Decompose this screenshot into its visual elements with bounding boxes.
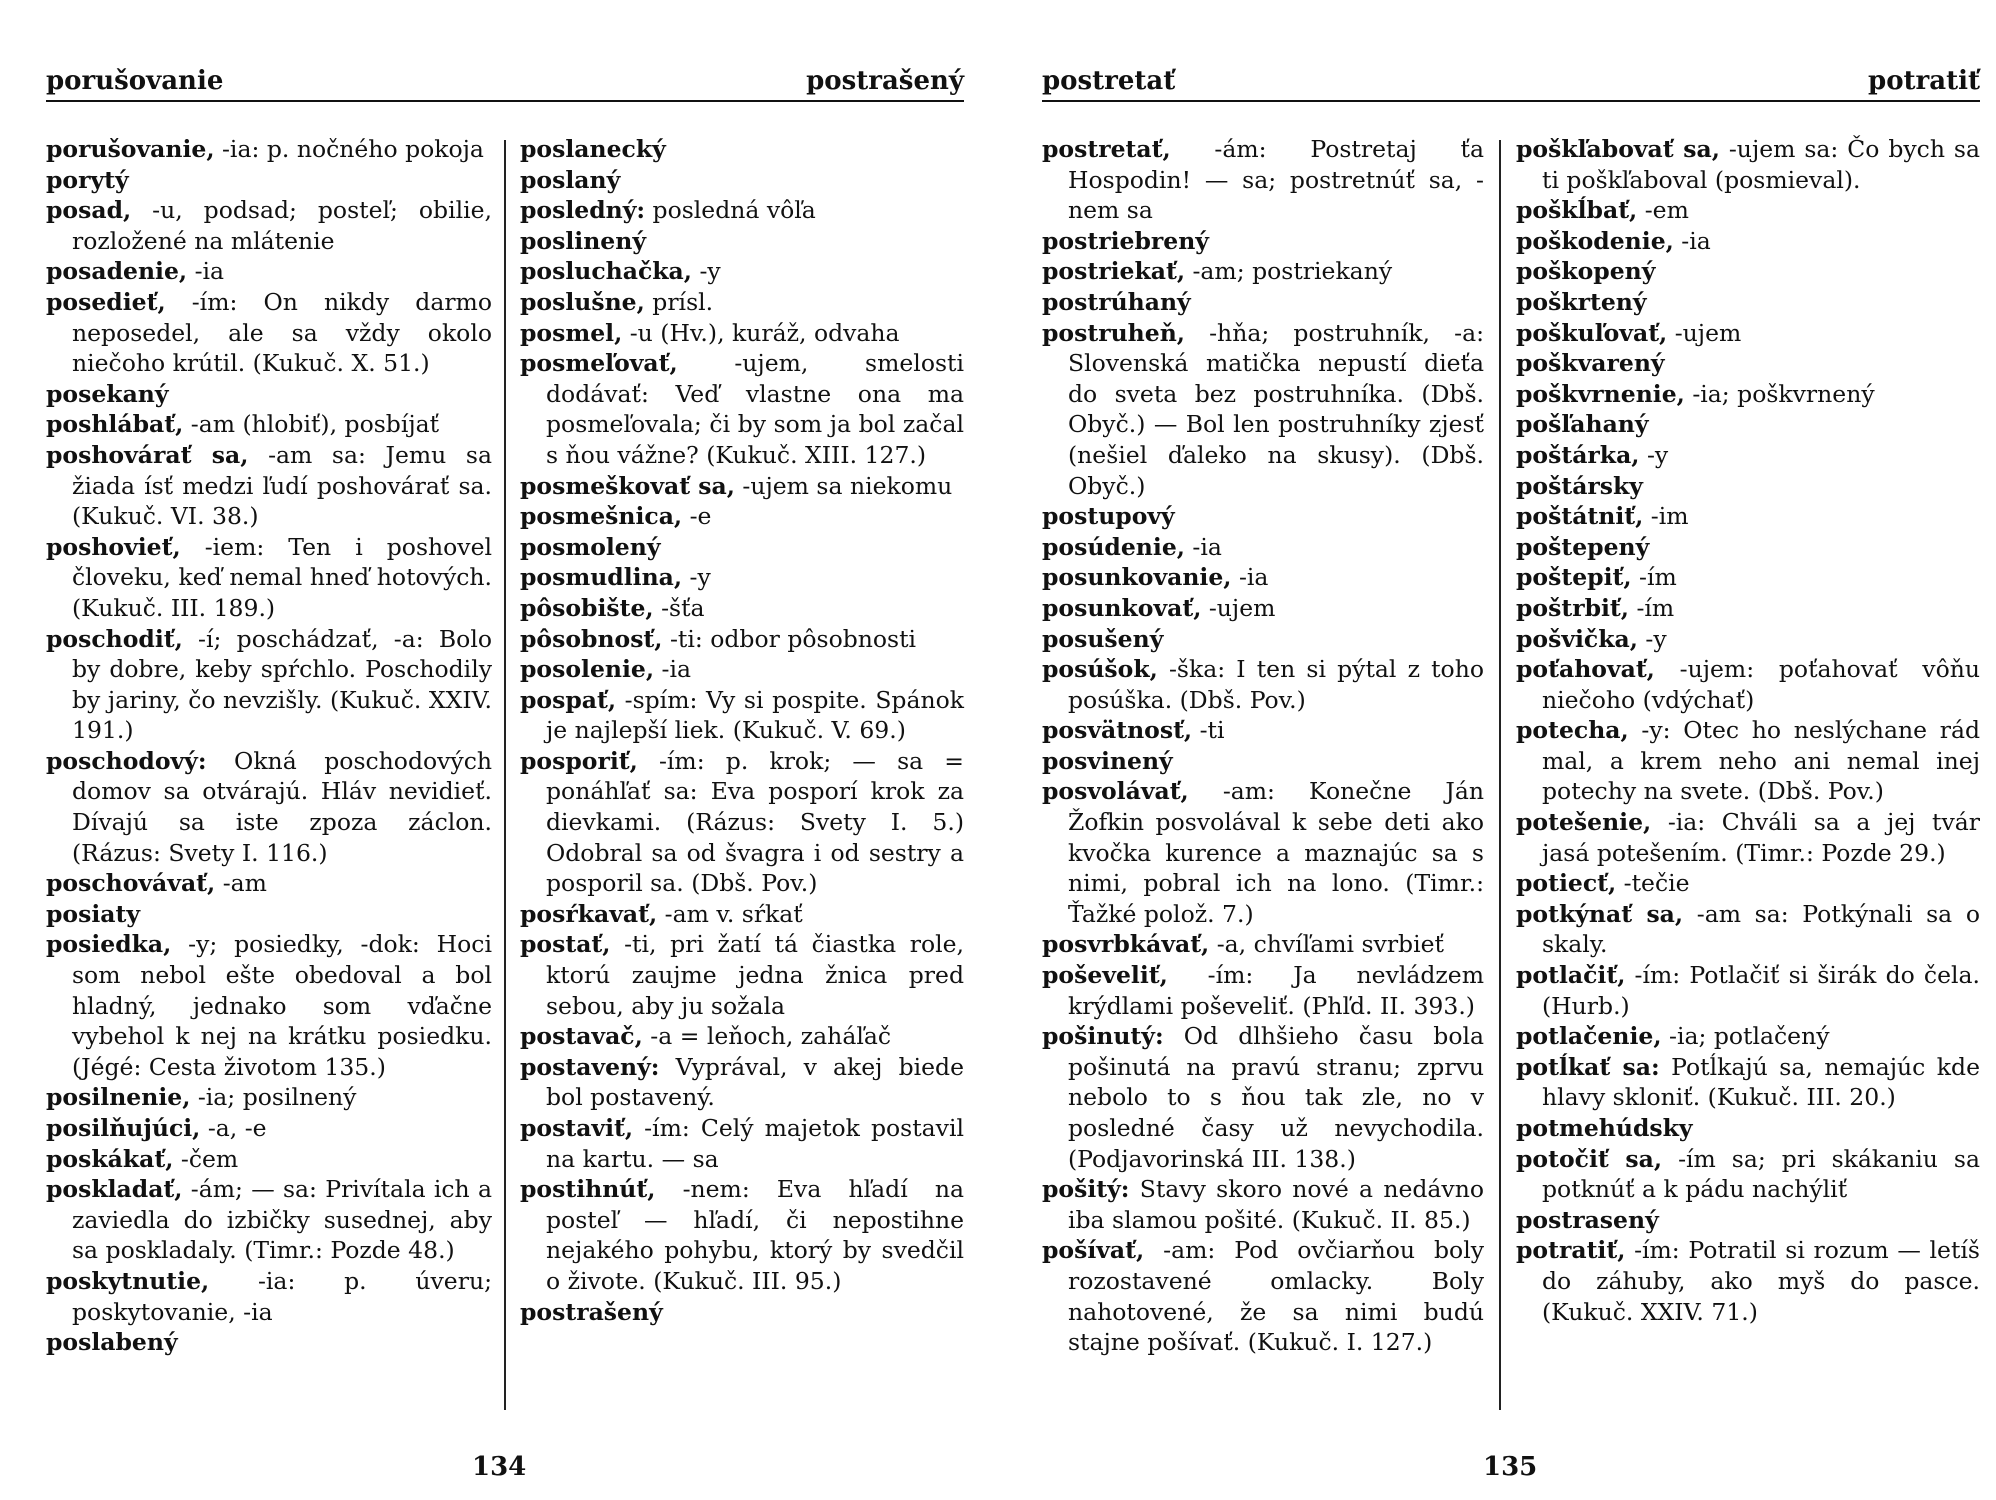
entry-definition: -ám: Postretaj ťa Hospodin! — sa; postretnúť sa, -nem sa [1068,135,1484,225]
dictionary-column [1042,134,1484,1358]
entry-definition: -am sa: Potkýnali sa o skaly. [1542,899,1981,959]
headword: posúšok, [1042,655,1158,684]
dictionary-entry [1042,960,1484,1021]
dictionary-entry [1042,654,1484,715]
dictionary-entry [1516,593,1980,624]
entry-definition: -am: Konečne Ján Žofkin posvolával k sebe deti ako kvočka kurence a maznajúc sa s nimi, pobral ich na lono. (Timr.: Ťažké polož. 7.) [1068,777,1484,928]
dictionary-entry [1516,287,1980,318]
entry-definition: -nem: Eva hľadí na posteľ — hľadí, či nepostihne nejakého pohybu, ktorý by svedčil o živote. (Kukuč. III. 95.) [546,1175,964,1295]
headword: posekaný [46,379,169,408]
dictionary-entry [46,1327,492,1358]
entry-definition: -ti, pri žatí tá čiastka role, ktorú zaujme jedna žnica pred sebou, aby ju sožala [546,930,964,1020]
headword: poštepený [1516,532,1650,561]
headword: poštepiť, [1516,563,1632,592]
headword: postavač, [520,1022,643,1051]
right-page [1000,0,1996,1500]
dictionary-entry [46,1113,492,1144]
entry-definition: -í; poschádzať, -a: Bolo by dobre, keby spŕchlo. Poschodily by jariny, čo nevzišly. (Kukuč. XXIV. 191.) [72,624,492,745]
headword: potmehúdsky [1516,1114,1693,1142]
entry-definition: -y [1637,624,1667,653]
headword: pospať, [520,685,617,714]
headword: postrúhaný [1042,287,1191,316]
headword: poštrbiť, [1516,593,1629,622]
headword: posmolený [520,532,661,561]
headword: poškrtený [1516,287,1647,316]
entry-definition: -ia [187,257,225,286]
dictionary-entry [1042,287,1484,318]
headword: poškuľovať, [1516,318,1668,347]
headword: posilňujúci, [46,1114,201,1142]
dictionary-entry [46,1266,492,1327]
entry-definition: -ti: odbor pôsobnosti [662,624,917,653]
headword: postruheň, [1042,318,1185,347]
entry-definition: -spím: Vy si pospite. Spánok je najlepší liek. (Kukuč. V. 69.) [546,685,964,745]
dictionary-entry [520,929,964,1021]
headword: porušovanie, [46,135,215,163]
headword: posvrbkávať, [1042,930,1210,959]
dictionary-entry [46,624,492,746]
entry-definition: -u, podsad; posteľ; obilie, rozložené na mlátenie [72,196,492,255]
headword: posmeľovať, [520,349,678,378]
dictionary-entry [1516,1235,1980,1327]
headword: postriebrený [1042,226,1209,255]
headword: potratiť, [1516,1236,1626,1265]
headword: poslaný [520,165,621,194]
dictionary-entry [520,226,964,257]
column-divider [504,140,506,1410]
dictionary-entry [520,501,964,532]
entry-definition: -ám; — sa: Privítala ich a zaviedla do izbičky susednej, aby sa poskladaly. (Timr.: Pozde 48.) [72,1175,492,1265]
headword: posedieť, [46,287,166,316]
dictionary-entry [1042,593,1484,624]
dictionary-entry [1516,256,1980,287]
headword: pošľahaný [1516,410,1649,439]
entry-definition: -ia [1184,532,1222,561]
headword: pošvička, [1516,624,1638,653]
dictionary-entry [1516,624,1980,655]
headword: poshovieť, [46,532,181,561]
headword: potešenie, [1516,808,1652,837]
entry-definition: -ím [1628,593,1675,622]
dictionary-entry [520,1113,964,1174]
dictionary-entry [1516,1205,1980,1236]
entry-definition: -ím [1631,563,1677,592]
headword: posmešnica, [520,502,683,531]
entry-definition: -am: Pod ovčiarňou boly rozostavené omlacky. Boly nahotovené, že sa nimi budú stajne pošívať. (Kukuč. I. 127.) [1068,1236,1484,1357]
headword: posvätnosť, [1042,716,1193,745]
headword: poschodový: [46,746,207,775]
entry-definition: -y [682,563,711,592]
dictionary-entry [1516,318,1980,349]
dictionary-entry [46,929,492,1082]
dictionary-entry [46,287,492,379]
dictionary-entry [46,899,492,930]
entry-definition: -y: Otec ho neslýchane rád mal, a krem neho ani nemal inej potechy na svete. (Dbš. Pov.) [1542,716,1980,806]
dictionary-entry [1516,501,1980,532]
entry-definition: -ím: p. krok; — sa = ponáhľať sa: Eva posporí krok za dievkami. (Rázus: Svety I. 5.) Odobral sa od švagra i od sestry a posporil sa. (Dbš. Pov.) [546,746,964,898]
headword: posilnenie, [46,1083,191,1112]
entry-definition: -čem [173,1144,239,1173]
dictionary-entry [520,1021,964,1052]
header-first-word: postretať [1042,66,1176,96]
dictionary-entry [1516,471,1980,502]
headword: pošívať, [1042,1236,1145,1265]
headword: posvolávať, [1042,777,1189,806]
header-first-word: porušovanie [46,66,224,96]
dictionary-entry [46,134,492,165]
entry-definition: -am v. sŕkať [657,899,803,928]
entry-definition: -iem: Ten i poshovel človeku, keď nemal hneď hotových. (Kukuč. III. 189.) [72,532,492,622]
entry-definition: -ška: I ten si pýtal z toho posúška. (Dbš. Pov.) [1068,655,1484,714]
dictionary-entry [520,256,964,287]
entry-definition: -am (hlobiť), posbíjať [183,410,440,439]
dictionary-entry [520,532,964,563]
dictionary-entry [520,1297,964,1328]
dictionary-entry [520,685,964,746]
dictionary-entry [1042,1174,1484,1235]
headword: poschodiť, [46,624,183,653]
dictionary-entry [46,532,492,624]
dictionary-entry [1042,318,1484,502]
page-number: 134 [472,1452,527,1482]
dictionary-entry [1042,562,1484,593]
headword: poslinený [520,226,646,255]
entry-definition: -ia [1231,563,1269,592]
dictionary-entry [1516,440,1980,471]
headword: poťahovať, [1516,655,1655,684]
headword: postriekať, [1042,257,1185,286]
dictionary-entry [1516,654,1980,715]
headword: postupový [1042,502,1175,531]
dictionary-entry [1516,562,1980,593]
entry-definition: -y [1639,440,1669,469]
headword: posluchačka, [520,257,692,286]
headword: poškopený [1516,257,1656,286]
headword: posvinený [1042,746,1173,775]
entry-definition: -ia [654,655,691,684]
dictionary-entry [520,348,964,470]
headword: postať, [520,930,611,959]
entry-definition: -ia: p. úveru; poskytovanie, -ia [72,1266,492,1326]
dictionary-entry [1516,715,1980,807]
dictionary-entry [46,165,492,196]
headword: potočiť sa, [1516,1144,1663,1173]
headword: posmudlina, [520,563,683,592]
entry-definition: -ia; posilnený [190,1083,357,1112]
entry-definition: -a, -e [200,1114,267,1142]
headword: poskytnutie, [46,1266,210,1295]
headword: posledný: [520,196,646,225]
headword: pôsobnosť, [520,624,663,653]
dictionary-entry [1516,195,1980,226]
entry-definition: Stavy skoro nové a nedávno iba slamou pošité. (Kukuč. II. 85.) [1068,1175,1484,1234]
entry-definition: -ím sa; pri skákaniu sa potknúť a k pádu nachýliť [1542,1144,1980,1204]
dictionary-entry [1516,960,1980,1021]
headword: posiaty [46,899,140,928]
dictionary-entry [1516,1021,1980,1052]
entry-definition: -u (Hv.), kuráž, odvaha [622,318,900,347]
entry-definition: -e [682,502,712,531]
entry-definition: -ia [1673,226,1711,255]
entry-definition: -a = leňoch, zaháľač [642,1022,892,1051]
dictionary-entry [1516,532,1980,563]
headword: poštárka, [1516,440,1640,469]
headword: poshovárať sa, [46,440,249,469]
headword: potĺkať sa: [1516,1052,1660,1081]
entry-definition: -am; postriekaný [1185,257,1393,286]
dictionary-entry [1042,1021,1484,1174]
headword: posúdenie, [1042,532,1185,561]
headword: postaviť, [520,1114,634,1142]
headword: posŕkavať, [520,899,658,928]
dictionary-entry [46,1082,492,1113]
headword: poskákať, [46,1144,174,1173]
entry-definition: Okná poschodových domov sa otvárajú. Hláv nevidieť. Dívajú sa iste zpoza záclon. (Rázus: Svety I. 116.) [72,746,492,867]
entry-definition: -ujem [1667,318,1742,347]
entry-definition: -ujem: poťahovať vôňu niečoho (vdýchať) [1542,655,1980,714]
dictionary-entry [1516,1052,1980,1113]
entry-definition: -ti [1192,716,1225,745]
dictionary-entry [520,318,964,349]
header-last-word: postrašený [806,66,964,96]
running-header [46,60,964,102]
dictionary-entry [46,1174,492,1266]
dictionary-entry [1042,501,1484,532]
headword: postretať, [1042,135,1171,163]
column-divider [1499,140,1501,1410]
entry-definition: -šťa [653,593,705,622]
headword: potecha, [1516,716,1629,745]
headword: poševeliť, [1042,961,1168,990]
entry-definition: -ím: Potratil si rozum — letíš do záhuby, ako myš do pasce. (Kukuč. XXIV. 71.) [1542,1236,1980,1326]
dictionary-entry [520,746,964,899]
dictionary-entry [520,1052,964,1113]
dictionary-entry [520,899,964,930]
headword: postavený: [520,1052,660,1081]
dictionary-entry [1042,715,1484,746]
headword: poslanecký [520,135,666,163]
dictionary-entry [1516,134,1980,195]
entry-definition: -ia; poškvrnený [1684,379,1875,408]
dictionary-entry [520,593,964,624]
entry-definition: -tečie [1616,869,1690,898]
dictionary-entry [1042,624,1484,655]
headword: postrašený [520,1297,663,1326]
headword: potlačenie, [1516,1022,1662,1051]
headword: poslabený [46,1328,178,1357]
headword: posolenie, [520,655,655,684]
dictionary-entry [520,471,964,502]
headword: potiecť, [1516,869,1617,898]
dictionary-entry [46,256,492,287]
dictionary-entry [520,195,964,226]
dictionary-entry [46,746,492,868]
entry-definition: Od dlhšieho času bola pošinutá na pravú stranu; zprvu nebolo to s ňou tak zle, no v posledné časy už nevychodila. (Podjavorinská III. 138.) [1068,1022,1484,1173]
dictionary-column [1516,134,1980,1327]
headword: poštátniť, [1516,502,1644,531]
headword: potlačiť, [1516,961,1626,990]
header-last-word: potratiť [1868,66,1980,96]
entry-definition: Potĺkajú sa, nemajúc kde hlavy skloniť. (Kukuč. III. 20.) [1542,1052,1980,1112]
entry-definition: -y; posiedky, -dok: Hoci som nebol ešte obedoval a bol hladný, jednako som vďačne vybehol k nej na krátku posiedku. (Jégé: Cesta životom 135.) [72,930,492,1081]
entry-definition: -a, chvíľami svrbieť [1209,930,1444,959]
dictionary-column [46,134,492,1358]
dictionary-entry [1516,226,1980,257]
headword: postihnúť, [520,1175,656,1204]
headword: pošinutý: [1042,1022,1164,1051]
dictionary-entry [1042,929,1484,960]
dictionary-entry [46,868,492,899]
dictionary-entry [46,440,492,532]
entry-definition: -im [1643,502,1689,531]
headword: posunkovať, [1042,593,1202,622]
headword: poslušne, [520,287,645,316]
dictionary-entry [520,624,964,655]
headword: posad, [46,196,132,225]
headword: posadenie, [46,257,188,286]
headword: poštársky [1516,471,1643,500]
dictionary-entry [1042,532,1484,563]
dictionary-entry [1042,256,1484,287]
running-header [1042,60,1980,102]
dictionary-entry [1042,746,1484,777]
dictionary-entry [520,654,964,685]
dictionary-entry [46,1144,492,1175]
headword: poškodenie, [1516,226,1674,255]
dictionary-entry [1516,348,1980,379]
headword: posmeškovať sa, [520,471,735,500]
headword: poškvrnenie, [1516,379,1685,408]
dictionary-entry [1042,134,1484,226]
entry-definition: -ím: Celý majetok postavil na kartu. — sa [546,1114,964,1173]
headword: posporiť, [520,746,638,775]
dictionary-entry [46,409,492,440]
dictionary-entry [520,165,964,196]
headword: posmel, [520,318,623,347]
entry-definition: -em [1637,196,1689,225]
entry-definition: -ujem sa niekomu [734,471,953,500]
headword: poškľabovať sa, [1516,135,1720,163]
entry-definition: -am [215,869,267,898]
entry-definition: -ujem [1201,593,1276,622]
dictionary-entry [1516,379,1980,410]
dictionary-entry [1042,1235,1484,1357]
headword: posunkovanie, [1042,563,1232,592]
entry-definition: -y [691,257,721,286]
dictionary-entry [1516,1113,1980,1144]
dictionary-entry [1516,899,1980,960]
entry-definition: posledná vôľa [645,196,816,225]
dictionary-entry [1516,409,1980,440]
entry-definition: -ím: Potlačiť si širák do čela. (Hurb.) [1542,961,1980,1020]
headword: poshlábať, [46,410,184,439]
headword: posušený [1042,624,1164,653]
dictionary-entry [1516,1144,1980,1205]
headword: pošitý: [1042,1175,1130,1204]
headword: poschovávať, [46,869,216,898]
dictionary-entry [1516,807,1980,868]
page-number: 135 [1483,1452,1538,1482]
dictionary-entry [520,1174,964,1296]
headword: potkýnať sa, [1516,899,1684,928]
dictionary-entry [46,379,492,410]
headword: postrasený [1516,1205,1659,1234]
dictionary-entry [1042,776,1484,929]
entry-definition: prísl. [644,287,714,316]
entry-definition: -hňa; postruhník, -a: Slovenská matička nepustí dieťa do sveta bez postruhníka. (Dbš. Obyč.) — Bol len postruhníky zjesť (nešiel ďaleko na skusy). (Dbš. Obyč.) [1068,318,1484,500]
entry-definition: -ia: p. nočného pokoja [214,135,484,163]
dictionary-entry [1516,868,1980,899]
headword: pôsobište, [520,593,654,622]
headword: posiedka, [46,930,172,959]
headword: porytý [46,165,129,194]
dictionary-column [520,134,964,1327]
entry-definition: -ia: Chváli sa a jej tvár jasá potešením. (Timr.: Pozde 29.) [1542,808,1980,867]
entry-definition: -ujem, smelosti dodávať: Veď vlastne ona ma posmeľovala; či by som ja bol začal s ňou vážne? (Kukuč. XIII. 127.) [546,349,964,469]
dictionary-entry [1042,226,1484,257]
dictionary-entry [46,195,492,256]
entry-definition: -ím: On nikdy darmo neposedel, ale sa vždy okolo niečoho krútil. (Kukuč. X. 51.) [72,287,492,378]
entry-definition: -ia; potlačený [1661,1022,1830,1051]
dictionary-entry [520,562,964,593]
entry-definition: -ím: Ja nevládzem krýdlami poševeliť. (Phľd. II. 393.) [1068,961,1484,1020]
dictionary-entry [520,287,964,318]
headword: poškĺbať, [1516,196,1638,225]
entry-definition: -am sa: Jemu sa žiada ísť medzi ľudí poshovárať sa. (Kukuč. VI. 38.) [72,440,493,531]
headword: poškvarený [1516,349,1665,378]
entry-definition: -ujem sa: Čo bych sa ti poškľaboval (posmieval). [1542,135,1980,194]
headword: poskladať, [46,1175,183,1204]
entry-definition: Vyprával, v akej biede bol postavený. [546,1052,964,1112]
dictionary-entry [520,134,964,165]
